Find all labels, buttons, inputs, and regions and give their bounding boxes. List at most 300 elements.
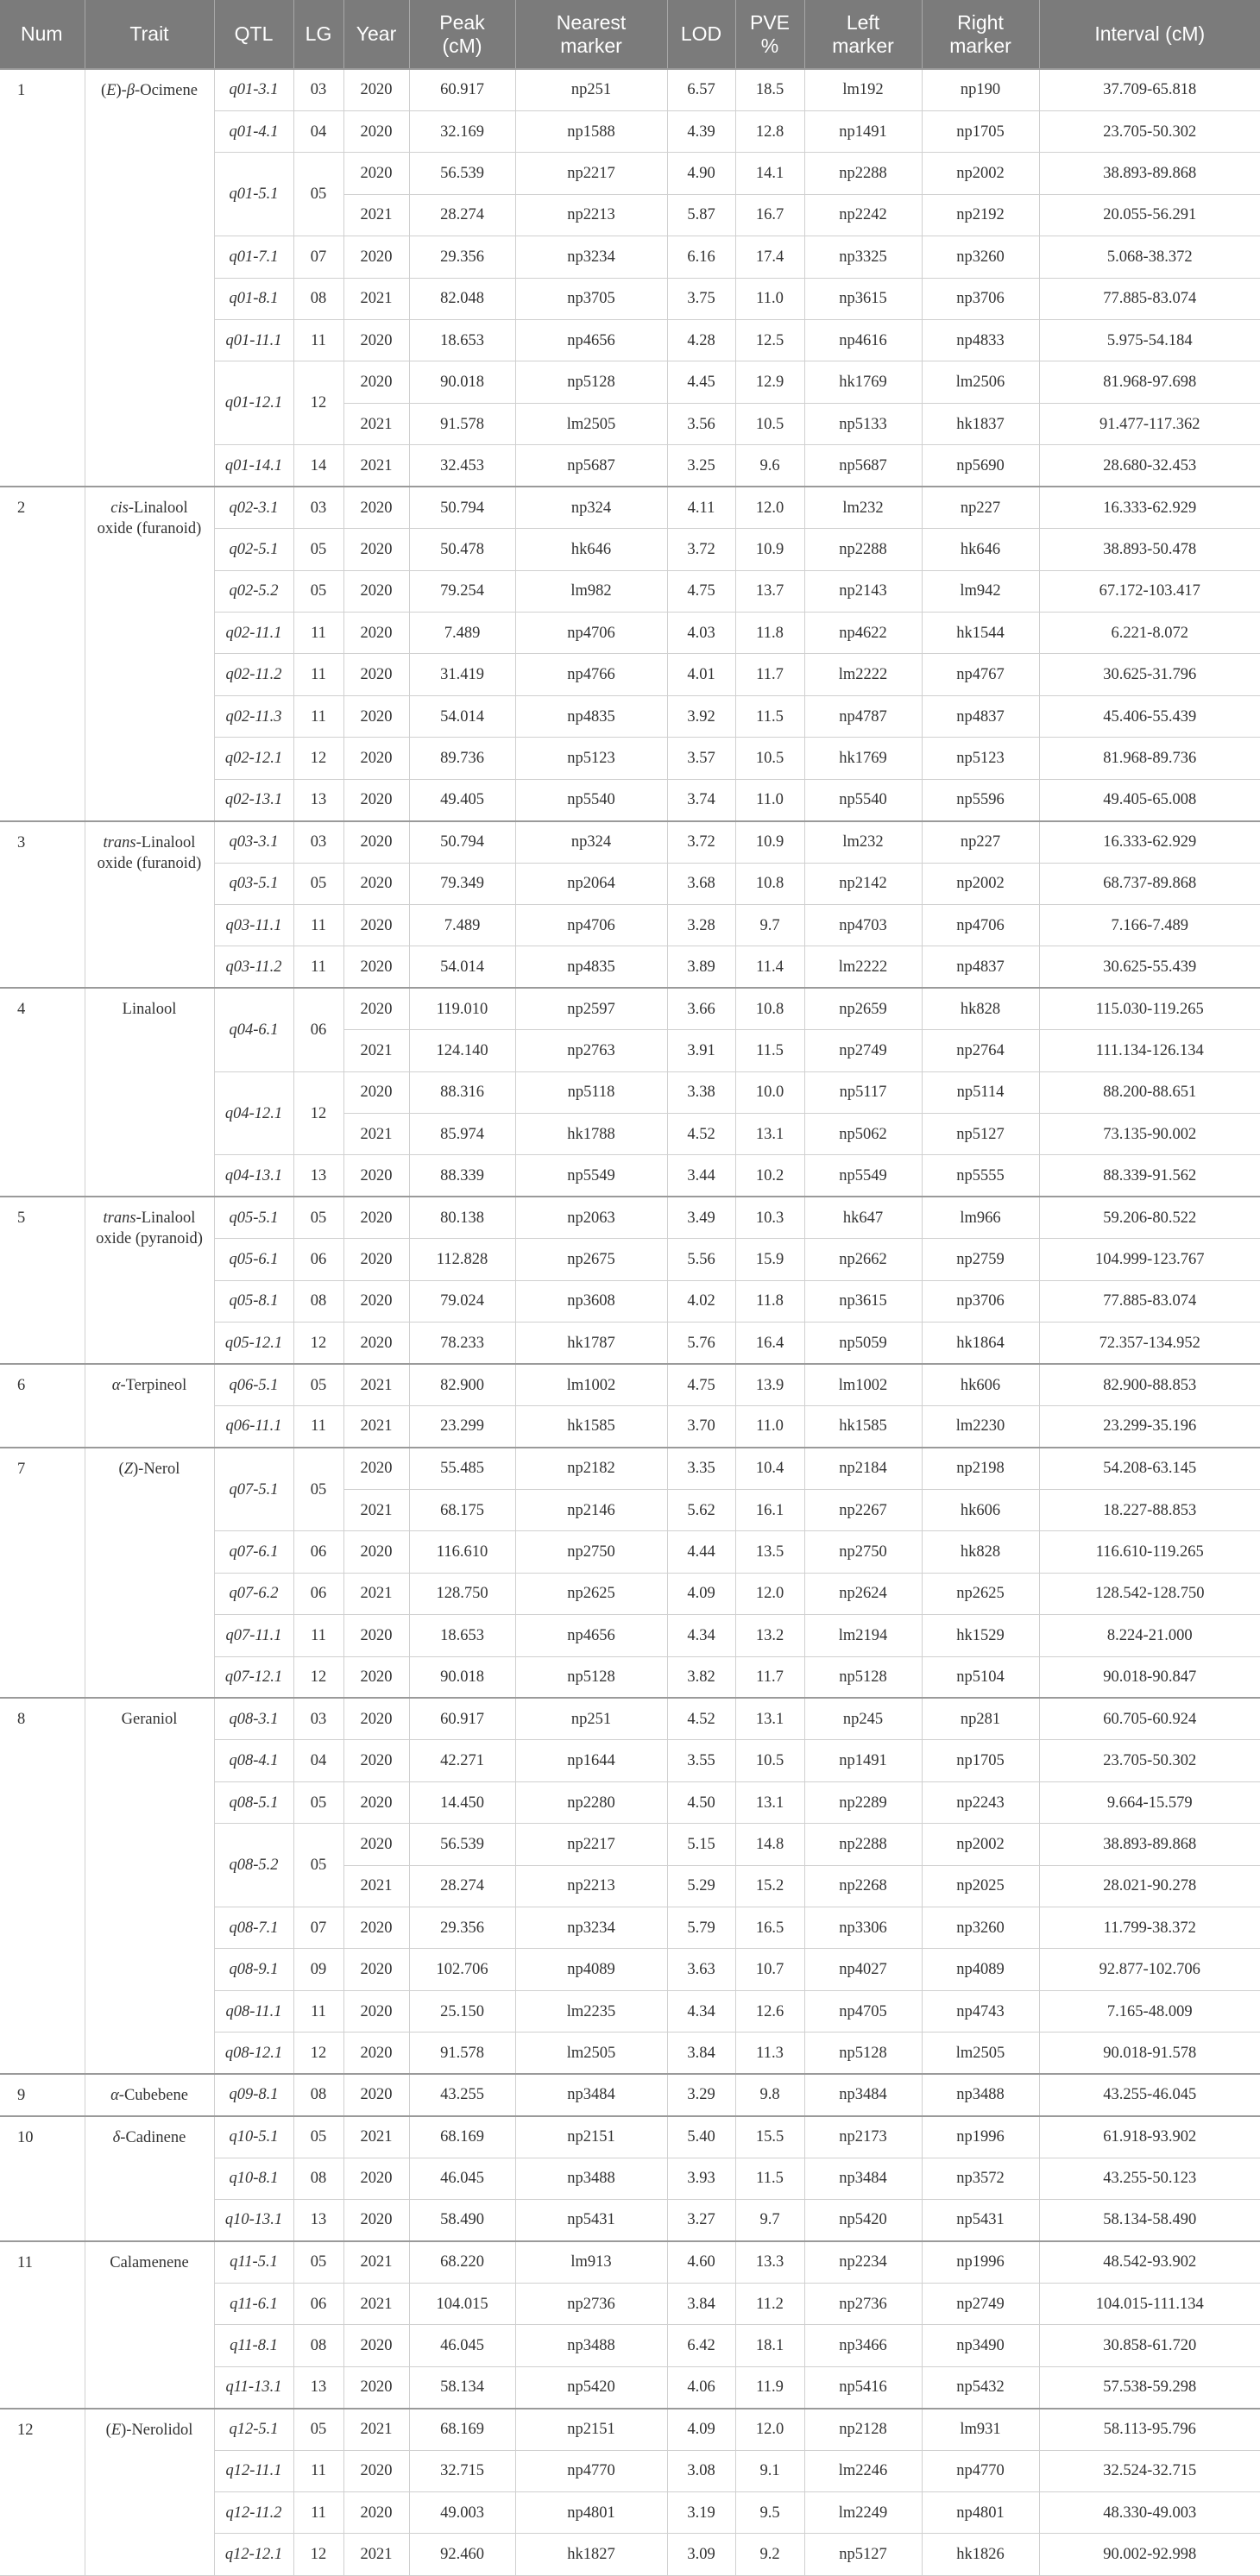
cell-peak: 79.254 — [409, 570, 515, 612]
cell-pve: 10.5 — [735, 403, 804, 444]
qtl-lg: 08 — [293, 2158, 343, 2199]
cell-year: 2021 — [343, 1114, 409, 1155]
cell-right-marker: lm2505 — [922, 2033, 1039, 2074]
qtl-lg: 06 — [293, 1573, 343, 1614]
cell-year: 2021 — [343, 1364, 409, 1405]
cell-right-marker: np3572 — [922, 2158, 1039, 2199]
cell-peak: 14.450 — [409, 1781, 515, 1823]
trait-label — [112, 1377, 187, 1394]
cell-peak: 29.356 — [409, 236, 515, 278]
cell-lod: 4.50 — [667, 1781, 735, 1823]
trait-main: Geraniol — [121, 1711, 178, 1729]
cell-nearest-marker: np4656 — [515, 1615, 667, 1656]
cell-peak: 128.750 — [409, 1573, 515, 1614]
cell-right-marker: np1996 — [922, 2116, 1039, 2158]
cell-nearest-marker: np3488 — [515, 2325, 667, 2366]
cell-year: 2020 — [343, 2450, 409, 2491]
cell-left-marker: np3484 — [804, 2158, 922, 2199]
cell-lod: 3.74 — [667, 779, 735, 820]
cell-nearest-marker: np3234 — [515, 1907, 667, 1949]
cell-year: 2020 — [343, 1824, 409, 1865]
cell-lod: 3.82 — [667, 1656, 735, 1698]
cell-nearest-marker: np2063 — [515, 1197, 667, 1238]
cell-peak: 7.489 — [409, 904, 515, 946]
header-right-marker — [922, 0, 1039, 69]
cell-interval: 61.918-93.902 — [1039, 2116, 1260, 2158]
cell-pve: 11.4 — [735, 946, 804, 988]
cell-nearest-marker: np1644 — [515, 1740, 667, 1781]
qtl-lg: 05 — [293, 1781, 343, 1823]
cell-year: 2021 — [343, 2241, 409, 2283]
cell-lod: 6.16 — [667, 236, 735, 278]
qtl-name: q12-5.1 — [214, 2409, 293, 2450]
cell-right-marker: np4089 — [922, 1949, 1039, 1990]
header-pve-l2: % — [760, 34, 779, 57]
cell-pve: 10.8 — [735, 863, 804, 904]
cell-peak: 90.018 — [409, 361, 515, 403]
cell-year: 2020 — [343, 69, 409, 110]
cell-pve: 10.0 — [735, 1071, 804, 1113]
cell-nearest-marker: np4656 — [515, 320, 667, 361]
qtl-name: q11-13.1 — [214, 2366, 293, 2408]
cell-lod: 4.75 — [667, 1364, 735, 1405]
qtl-lg: 08 — [293, 278, 343, 319]
qtl-name: q11-8.1 — [214, 2325, 293, 2366]
cell-left-marker: np2128 — [804, 2409, 922, 2450]
cell-right-marker: np4706 — [922, 904, 1039, 946]
cell-lod: 4.01 — [667, 654, 735, 695]
trait-name — [85, 988, 214, 1197]
cell-right-marker: np1705 — [922, 110, 1039, 152]
table-row — [0, 2116, 1260, 2158]
trait-rest: oxide (furanoid) — [97, 520, 202, 538]
cell-pve: 16.4 — [735, 1323, 804, 1364]
cell-lod: 4.44 — [667, 1531, 735, 1573]
cell-year: 2020 — [343, 1323, 409, 1364]
qtl-name: q02-5.1 — [214, 529, 293, 570]
cell-pve: 11.2 — [735, 2283, 804, 2324]
qtl-name: q08-5.1 — [214, 1781, 293, 1823]
cell-right-marker: np2025 — [922, 1865, 1039, 1907]
qtl-lg: 11 — [293, 2491, 343, 2533]
cell-left-marker: np5687 — [804, 445, 922, 487]
cell-left-marker: hk1769 — [804, 361, 922, 403]
cell-lod: 3.89 — [667, 946, 735, 988]
cell-year: 2020 — [343, 487, 409, 528]
cell-pve: 12.0 — [735, 1573, 804, 1614]
qtl-lg: 12 — [293, 1656, 343, 1698]
qtl-lg: 05 — [293, 2116, 343, 2158]
cell-peak: 50.794 — [409, 487, 515, 528]
cell-year: 2020 — [343, 1907, 409, 1949]
header-nearest-l1: Nearest — [556, 10, 627, 34]
qtl-lg: 11 — [293, 1990, 343, 2032]
qtl-lg: 07 — [293, 1907, 343, 1949]
cell-pve: 11.7 — [735, 1656, 804, 1698]
cell-peak: 55.485 — [409, 1448, 515, 1489]
trait-name — [85, 2409, 214, 2576]
qtl-name: q01-3.1 — [214, 69, 293, 110]
cell-lod: 3.29 — [667, 2074, 735, 2115]
cell-right-marker: np190 — [922, 69, 1039, 110]
cell-nearest-marker: np2625 — [515, 1573, 667, 1614]
cell-peak: 46.045 — [409, 2158, 515, 2199]
trait-main: Linalool — [122, 1001, 177, 1019]
trait-name — [85, 1698, 214, 2074]
trait-italic: cis — [110, 499, 129, 518]
cell-lod: 3.38 — [667, 1071, 735, 1113]
cell-year: 2020 — [343, 2325, 409, 2366]
cell-pve: 10.3 — [735, 1197, 804, 1238]
header-left-l1: Left — [846, 10, 880, 34]
cell-year: 2021 — [343, 2534, 409, 2576]
cell-lod: 4.28 — [667, 320, 735, 361]
qtl-name: q11-5.1 — [214, 2241, 293, 2283]
cell-pve: 13.2 — [735, 1615, 804, 1656]
cell-pve: 13.1 — [735, 1114, 804, 1155]
cell-right-marker: np2002 — [922, 153, 1039, 194]
cell-lod: 5.76 — [667, 1323, 735, 1364]
trait-main: )-Nerol — [133, 1460, 180, 1478]
cell-peak: 68.175 — [409, 1489, 515, 1530]
cell-interval: 32.524-32.715 — [1039, 2450, 1260, 2491]
qtl-name: q12-11.1 — [214, 2450, 293, 2491]
cell-left-marker: np5133 — [804, 403, 922, 444]
header-right-l2: marker — [949, 34, 1011, 57]
trait-label — [101, 82, 198, 99]
cell-year: 2020 — [343, 2074, 409, 2115]
cell-year: 2021 — [343, 403, 409, 444]
cell-year: 2020 — [343, 1949, 409, 1990]
cell-lod: 3.56 — [667, 403, 735, 444]
trait-number: 2 — [0, 487, 85, 820]
cell-interval: 20.055-56.291 — [1039, 194, 1260, 236]
cell-right-marker: hk828 — [922, 1531, 1039, 1573]
cell-lod: 4.02 — [667, 1280, 735, 1322]
cell-year: 2020 — [343, 1698, 409, 1739]
cell-right-marker: np2764 — [922, 1030, 1039, 1071]
cell-left-marker: lm2222 — [804, 654, 922, 695]
cell-interval: 8.224-21.000 — [1039, 1615, 1260, 1656]
cell-pve: 9.6 — [735, 445, 804, 487]
cell-right-marker: np5127 — [922, 1114, 1039, 1155]
cell-year: 2020 — [343, 1239, 409, 1280]
trait-italic: Z — [123, 1460, 133, 1478]
cell-pve: 11.3 — [735, 2033, 804, 2074]
cell-interval: 23.705-50.302 — [1039, 110, 1260, 152]
cell-interval: 16.333-62.929 — [1039, 487, 1260, 528]
cell-lod: 5.62 — [667, 1489, 735, 1530]
header-peak — [409, 0, 515, 69]
cell-right-marker: lm942 — [922, 570, 1039, 612]
cell-pve: 12.0 — [735, 2409, 804, 2450]
qtl-name: q08-11.1 — [214, 1990, 293, 2032]
cell-right-marker: np3490 — [922, 2325, 1039, 2366]
cell-interval: 57.538-59.298 — [1039, 2366, 1260, 2408]
trait-prefix: ( — [101, 82, 107, 99]
cell-interval: 11.799-38.372 — [1039, 1907, 1260, 1949]
trait-label — [110, 2087, 188, 2104]
cell-lod: 3.55 — [667, 1740, 735, 1781]
cell-left-marker: np5549 — [804, 1155, 922, 1197]
trait-italic: α — [111, 1377, 121, 1395]
cell-right-marker: np3260 — [922, 236, 1039, 278]
cell-left-marker: np2184 — [804, 1448, 922, 1489]
cell-pve: 16.1 — [735, 1489, 804, 1530]
cell-peak: 58.134 — [409, 2366, 515, 2408]
cell-right-marker: np5432 — [922, 2366, 1039, 2408]
cell-interval: 28.021-90.278 — [1039, 1865, 1260, 1907]
cell-nearest-marker: np251 — [515, 1698, 667, 1739]
cell-nearest-marker: lm1002 — [515, 1364, 667, 1405]
cell-lod: 3.84 — [667, 2283, 735, 2324]
cell-interval: 116.610-119.265 — [1039, 1531, 1260, 1573]
cell-peak: 31.419 — [409, 654, 515, 695]
cell-nearest-marker: np2217 — [515, 1824, 667, 1865]
cell-peak: 92.460 — [409, 2534, 515, 2576]
cell-lod: 3.72 — [667, 821, 735, 863]
cell-lod: 4.75 — [667, 570, 735, 612]
cell-pve: 9.7 — [735, 2200, 804, 2241]
header-trait: Trait — [85, 0, 214, 69]
cell-left-marker: np3325 — [804, 236, 922, 278]
cell-year: 2021 — [343, 194, 409, 236]
cell-nearest-marker: np5431 — [515, 2200, 667, 2241]
cell-pve: 11.8 — [735, 612, 804, 653]
qtl-lg: 05 — [293, 2241, 343, 2283]
cell-lod: 4.52 — [667, 1698, 735, 1739]
cell-peak: 90.018 — [409, 1656, 515, 1698]
cell-left-marker: np2142 — [804, 863, 922, 904]
qtl-name: q08-4.1 — [214, 1740, 293, 1781]
cell-pve: 10.8 — [735, 988, 804, 1029]
qtl-name: q01-14.1 — [214, 445, 293, 487]
cell-peak: 91.578 — [409, 2033, 515, 2074]
cell-nearest-marker: np2597 — [515, 988, 667, 1029]
cell-peak: 68.220 — [409, 2241, 515, 2283]
cell-lod: 5.56 — [667, 1239, 735, 1280]
cell-left-marker: np2143 — [804, 570, 922, 612]
cell-nearest-marker: lm913 — [515, 2241, 667, 2283]
qtl-name: q02-5.2 — [214, 570, 293, 612]
cell-interval: 111.134-126.134 — [1039, 1030, 1260, 1071]
cell-lod: 4.39 — [667, 110, 735, 152]
cell-interval: 77.885-83.074 — [1039, 278, 1260, 319]
qtl-lg: 05 — [293, 570, 343, 612]
trait-italic: α — [110, 2087, 119, 2105]
cell-nearest-marker: np3705 — [515, 278, 667, 319]
trait-name — [85, 821, 214, 989]
cell-right-marker: np4743 — [922, 1990, 1039, 2032]
cell-year: 2020 — [343, 904, 409, 946]
header-lg: LG — [293, 0, 343, 69]
trait-name — [85, 2241, 214, 2409]
cell-pve: 12.9 — [735, 361, 804, 403]
cell-right-marker: hk1837 — [922, 403, 1039, 444]
cell-year: 2020 — [343, 1531, 409, 1573]
header-interval: Interval (cM) — [1039, 0, 1260, 69]
cell-lod: 3.91 — [667, 1030, 735, 1071]
trait-label — [119, 1461, 180, 1478]
cell-nearest-marker: lm2505 — [515, 2033, 667, 2074]
cell-interval: 28.680-32.453 — [1039, 445, 1260, 487]
qtl-lg: 13 — [293, 2366, 343, 2408]
cell-lod: 3.57 — [667, 738, 735, 779]
cell-peak: 32.169 — [409, 110, 515, 152]
cell-left-marker: np2288 — [804, 1824, 922, 1865]
cell-lod: 4.09 — [667, 2409, 735, 2450]
cell-right-marker: np4833 — [922, 320, 1039, 361]
cell-interval: 91.477-117.362 — [1039, 403, 1260, 444]
qtl-name: q12-11.2 — [214, 2491, 293, 2533]
qtl-name: q02-3.1 — [214, 487, 293, 528]
cell-peak: 50.794 — [409, 821, 515, 863]
qtl-lg: 12 — [293, 1323, 343, 1364]
cell-interval: 104.999-123.767 — [1039, 1239, 1260, 1280]
cell-lod: 3.63 — [667, 1949, 735, 1990]
qtl-name: q01-12.1 — [214, 361, 293, 445]
qtl-lg: 11 — [293, 946, 343, 988]
trait-number: 9 — [0, 2074, 85, 2115]
cell-interval: 58.134-58.490 — [1039, 2200, 1260, 2241]
qtl-lg: 13 — [293, 779, 343, 820]
trait-name — [85, 487, 214, 820]
cell-left-marker: np2234 — [804, 2241, 922, 2283]
cell-nearest-marker: np4835 — [515, 946, 667, 988]
qtl-lg: 04 — [293, 110, 343, 152]
cell-pve: 9.2 — [735, 2534, 804, 2576]
cell-lod: 3.08 — [667, 2450, 735, 2491]
cell-year: 2021 — [343, 2116, 409, 2158]
trait-italic: E — [110, 2421, 122, 2439]
cell-right-marker: np4770 — [922, 2450, 1039, 2491]
trait-number: 1 — [0, 69, 85, 487]
cell-nearest-marker: np5123 — [515, 738, 667, 779]
cell-pve: 9.7 — [735, 904, 804, 946]
table-row — [0, 1197, 1260, 1238]
cell-right-marker: lm931 — [922, 2409, 1039, 2450]
cell-nearest-marker: np2064 — [515, 863, 667, 904]
trait-label — [96, 1209, 203, 1247]
cell-peak: 56.539 — [409, 1824, 515, 1865]
cell-year: 2021 — [343, 1406, 409, 1448]
qtl-name: q03-3.1 — [214, 821, 293, 863]
cell-pve: 12.5 — [735, 320, 804, 361]
cell-pve: 11.0 — [735, 278, 804, 319]
cell-left-marker: lm2249 — [804, 2491, 922, 2533]
cell-year: 2020 — [343, 2366, 409, 2408]
cell-left-marker: lm232 — [804, 487, 922, 528]
cell-left-marker: np5062 — [804, 1114, 922, 1155]
cell-left-marker: np2268 — [804, 1865, 922, 1907]
cell-pve: 13.5 — [735, 1531, 804, 1573]
cell-lod: 5.15 — [667, 1824, 735, 1865]
cell-right-marker: hk1544 — [922, 612, 1039, 653]
trait-italic: trans — [103, 833, 136, 851]
table-body — [0, 69, 1260, 2576]
qtl-name: q07-11.1 — [214, 1615, 293, 1656]
qtl-name: q02-12.1 — [214, 738, 293, 779]
cell-interval: 38.893-89.868 — [1039, 1824, 1260, 1865]
cell-interval: 88.200-88.651 — [1039, 1071, 1260, 1113]
cell-left-marker: lm2194 — [804, 1615, 922, 1656]
cell-peak: 119.010 — [409, 988, 515, 1029]
cell-nearest-marker: hk646 — [515, 529, 667, 570]
cell-nearest-marker: np2151 — [515, 2409, 667, 2450]
cell-left-marker: hk647 — [804, 1197, 922, 1238]
cell-lod: 3.35 — [667, 1448, 735, 1489]
qtl-name: q04-6.1 — [214, 988, 293, 1071]
cell-right-marker: np2243 — [922, 1781, 1039, 1823]
cell-pve: 14.8 — [735, 1824, 804, 1865]
cell-nearest-marker: np2750 — [515, 1531, 667, 1573]
cell-left-marker: np2267 — [804, 1489, 922, 1530]
cell-lod: 4.03 — [667, 612, 735, 653]
table-row — [0, 821, 1260, 863]
cell-pve: 10.5 — [735, 1740, 804, 1781]
cell-right-marker: hk828 — [922, 988, 1039, 1029]
trait-number: 3 — [0, 821, 85, 989]
cell-lod: 4.06 — [667, 2366, 735, 2408]
trait-rest: oxide (pyranoid) — [96, 1230, 203, 1248]
qtl-name: q01-5.1 — [214, 153, 293, 236]
header-nearest-l2: marker — [560, 34, 622, 57]
cell-pve: 18.5 — [735, 69, 804, 110]
cell-year: 2020 — [343, 236, 409, 278]
cell-nearest-marker: np4801 — [515, 2491, 667, 2533]
cell-pve: 15.2 — [735, 1865, 804, 1907]
qtl-lg: 05 — [293, 863, 343, 904]
qtl-name: q06-11.1 — [214, 1406, 293, 1448]
cell-interval: 82.900-88.853 — [1039, 1364, 1260, 1405]
cell-pve: 9.5 — [735, 2491, 804, 2533]
cell-lod: 4.60 — [667, 2241, 735, 2283]
cell-year: 2020 — [343, 695, 409, 737]
cell-interval: 38.893-89.868 — [1039, 153, 1260, 194]
trait-main: -Cubebene — [118, 2087, 188, 2105]
cell-pve: 17.4 — [735, 236, 804, 278]
cell-interval: 23.705-50.302 — [1039, 1740, 1260, 1781]
table-row — [0, 2241, 1260, 2283]
qtl-lg: 06 — [293, 1531, 343, 1573]
cell-peak: 104.015 — [409, 2283, 515, 2324]
cell-nearest-marker: np4766 — [515, 654, 667, 695]
qtl-name: q06-5.1 — [214, 1364, 293, 1405]
qtl-lg: 13 — [293, 1155, 343, 1197]
trait-name — [85, 2116, 214, 2241]
cell-year: 2021 — [343, 1030, 409, 1071]
header-nearest — [515, 0, 667, 69]
qtl-lg: 11 — [293, 654, 343, 695]
cell-left-marker: lm1002 — [804, 1364, 922, 1405]
cell-interval: 90.018-90.847 — [1039, 1656, 1260, 1698]
cell-year: 2020 — [343, 2491, 409, 2533]
qtl-lg: 05 — [293, 529, 343, 570]
cell-left-marker: np3306 — [804, 1907, 922, 1949]
qtl-lg: 04 — [293, 1740, 343, 1781]
cell-peak: 89.736 — [409, 738, 515, 779]
trait-label — [106, 2422, 193, 2439]
cell-year: 2020 — [343, 2200, 409, 2241]
cell-right-marker: hk606 — [922, 1489, 1039, 1530]
cell-year: 2020 — [343, 153, 409, 194]
cell-peak: 88.339 — [409, 1155, 515, 1197]
cell-interval: 18.227-88.853 — [1039, 1489, 1260, 1530]
cell-peak: 32.715 — [409, 2450, 515, 2491]
cell-nearest-marker: np5549 — [515, 1155, 667, 1197]
cell-right-marker: np281 — [922, 1698, 1039, 1739]
cell-year: 2021 — [343, 1573, 409, 1614]
